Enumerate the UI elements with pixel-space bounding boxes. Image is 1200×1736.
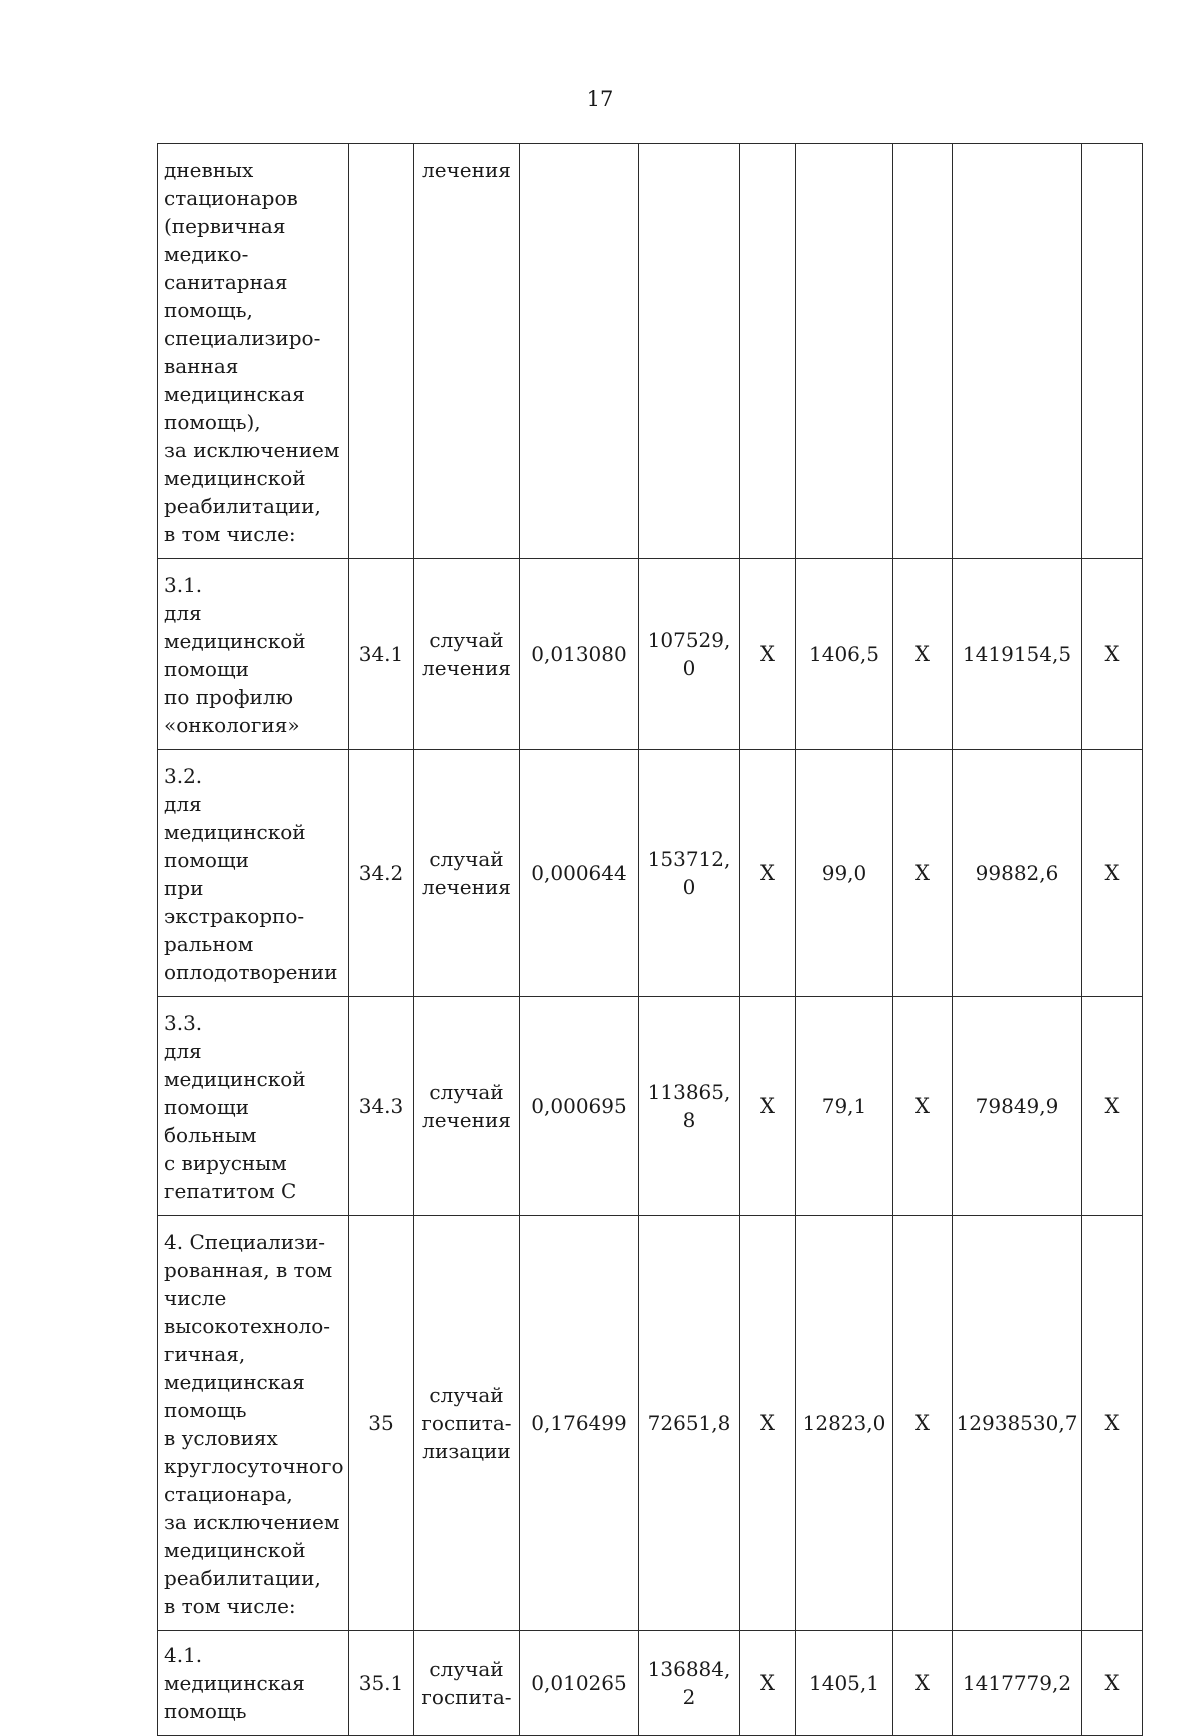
page-number: 17 bbox=[586, 87, 614, 111]
normatives-table bbox=[157, 143, 1143, 1736]
row-unit-cell: случай госпита- лизации bbox=[414, 1216, 520, 1631]
row-col6-cell: X bbox=[740, 1216, 796, 1631]
row-col8-cell bbox=[893, 144, 953, 559]
row-col8-cell: X bbox=[893, 1631, 953, 1736]
row-norm-cell bbox=[520, 144, 639, 559]
row-unit-cell: случай госпита- bbox=[414, 1631, 520, 1736]
row-code-cell: 35 bbox=[349, 1216, 414, 1631]
row-col7-cell: 1405,1 bbox=[796, 1631, 893, 1736]
row-norm-cell: 0,000695 bbox=[520, 997, 639, 1216]
row-col10-cell bbox=[1082, 144, 1143, 559]
table-row bbox=[158, 559, 1143, 750]
row-name-cell: 3.1. для медицинской помощи по профилю «онкология» bbox=[158, 559, 349, 750]
table-row bbox=[158, 997, 1143, 1216]
row-unit-cell: случай лечения bbox=[414, 750, 520, 997]
row-name-cell: дневных стационаров (первичная медико- санитарная помощь, специализиро- ванная медицинская помощь), за исключением медицинской реабилитации, в том числе: bbox=[158, 144, 349, 559]
row-col8-cell: X bbox=[893, 750, 953, 997]
row-col6-cell: X bbox=[740, 1631, 796, 1736]
row-unit-cell: лечения bbox=[414, 144, 520, 559]
table-row bbox=[158, 144, 1143, 559]
row-code-cell bbox=[349, 144, 414, 559]
row-col7-cell: 12823,0 bbox=[796, 1216, 893, 1631]
row-col9-cell: 1417779,2 bbox=[953, 1631, 1082, 1736]
row-col6-cell: X bbox=[740, 750, 796, 997]
row-col6-cell bbox=[740, 144, 796, 559]
row-code-cell: 34.2 bbox=[349, 750, 414, 997]
row-cost-cell: 72651,8 bbox=[639, 1216, 740, 1631]
table-row bbox=[158, 1216, 1143, 1631]
row-cost-cell: 107529,0 bbox=[639, 559, 740, 750]
row-col8-cell: X bbox=[893, 559, 953, 750]
row-col6-cell: X bbox=[740, 997, 796, 1216]
table-row bbox=[158, 1631, 1143, 1736]
row-norm-cell: 0,000644 bbox=[520, 750, 639, 997]
row-unit-cell: случай лечения bbox=[414, 997, 520, 1216]
row-name-cell: 3.3. для медицинской помощи больным с вирусным гепатитом С bbox=[158, 997, 349, 1216]
row-name-cell: 3.2. для медицинской помощи при экстракорпо- ральном оплодотворении bbox=[158, 750, 349, 997]
row-col9-cell: 1419154,5 bbox=[953, 559, 1082, 750]
row-col9-cell: 99882,6 bbox=[953, 750, 1082, 997]
row-code-cell: 34.1 bbox=[349, 559, 414, 750]
row-cost-cell: 153712,0 bbox=[639, 750, 740, 997]
row-col10-cell: X bbox=[1082, 1631, 1143, 1736]
row-code-cell: 34.3 bbox=[349, 997, 414, 1216]
row-cost-cell: 136884,2 bbox=[639, 1631, 740, 1736]
table-row bbox=[158, 750, 1143, 997]
row-col9-cell bbox=[953, 144, 1082, 559]
row-col7-cell: 99,0 bbox=[796, 750, 893, 997]
row-col9-cell: 79849,9 bbox=[953, 997, 1082, 1216]
row-col8-cell: X bbox=[893, 1216, 953, 1631]
row-col10-cell: X bbox=[1082, 750, 1143, 997]
row-norm-cell: 0,176499 bbox=[520, 1216, 639, 1631]
row-col7-cell: 79,1 bbox=[796, 997, 893, 1216]
row-col7-cell bbox=[796, 144, 893, 559]
row-name-cell: 4. Специализи- рованная, в том числе высокотехноло- гичная, медицинская помощь в условиях круглосуточного стационара, за исключением медицинской реабилитации, в том числе: bbox=[158, 1216, 349, 1631]
row-col10-cell: X bbox=[1082, 559, 1143, 750]
row-col8-cell: X bbox=[893, 997, 953, 1216]
row-unit-cell: случай лечения bbox=[414, 559, 520, 750]
row-col9-cell: 12938530,7 bbox=[953, 1216, 1082, 1631]
row-col10-cell: X bbox=[1082, 1216, 1143, 1631]
row-col6-cell: X bbox=[740, 559, 796, 750]
row-cost-cell: 113865,8 bbox=[639, 997, 740, 1216]
row-col7-cell: 1406,5 bbox=[796, 559, 893, 750]
row-norm-cell: 0,010265 bbox=[520, 1631, 639, 1736]
row-cost-cell bbox=[639, 144, 740, 559]
row-norm-cell: 0,013080 bbox=[520, 559, 639, 750]
row-code-cell: 35.1 bbox=[349, 1631, 414, 1736]
row-col10-cell: X bbox=[1082, 997, 1143, 1216]
row-name-cell: 4.1. медицинская помощь bbox=[158, 1631, 349, 1736]
